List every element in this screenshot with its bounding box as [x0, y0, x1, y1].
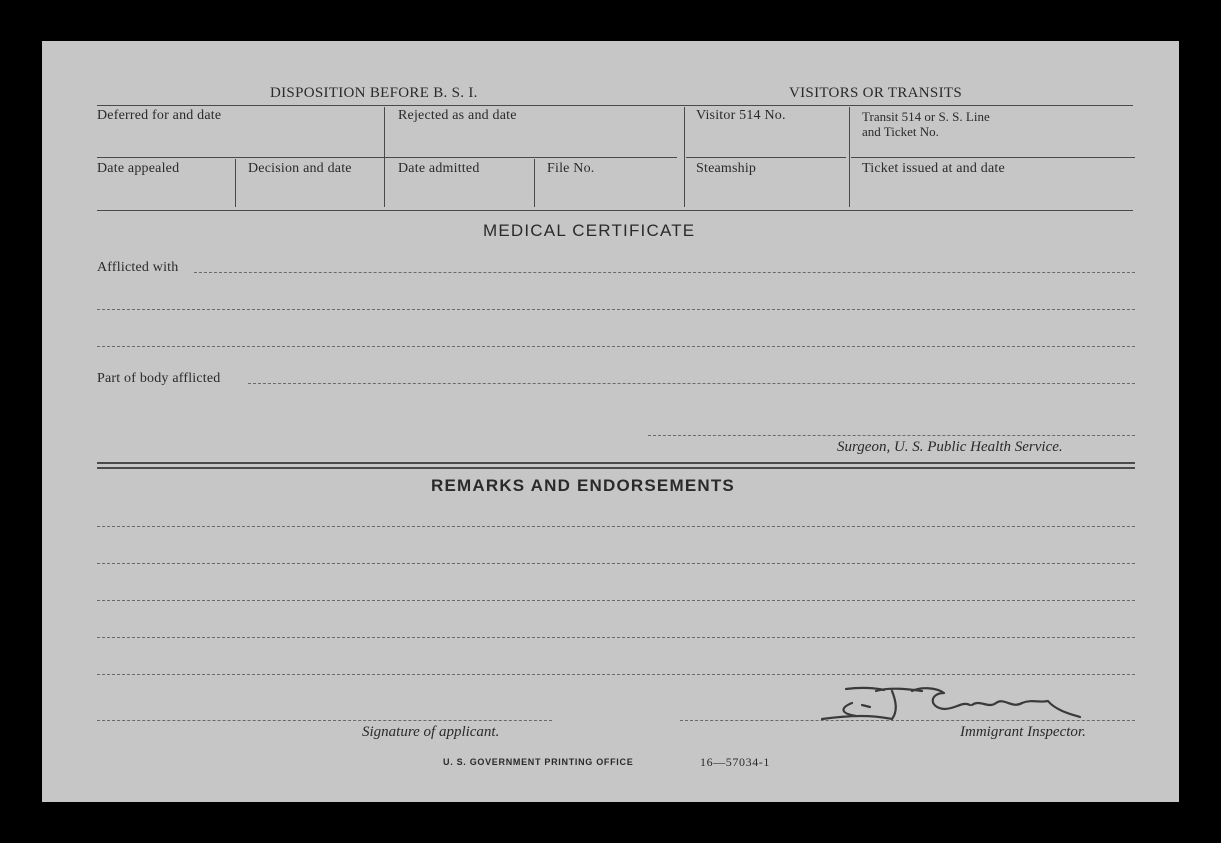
remarks-line-3 [97, 600, 1135, 601]
printer-label: U. S. GOVERNMENT PRINTING OFFICE [443, 757, 634, 767]
surgeon-signature-line [648, 435, 1135, 436]
divider-4 [235, 159, 236, 207]
divider-5 [534, 159, 535, 207]
disposition-heading: DISPOSITION BEFORE B. S. I. [270, 85, 478, 101]
steamship-label: Steamship [696, 161, 757, 176]
inspector-label: Immigrant Inspector. [960, 724, 1086, 740]
form-number: 16—57034-1 [700, 755, 770, 769]
mid-rule-left [97, 157, 677, 158]
visitor-no-label: Visitor 514 No. [696, 108, 786, 123]
afflicted-line [194, 272, 1135, 273]
date-appealed-label: Date appealed [97, 161, 180, 176]
mid-rule-transit [851, 157, 1135, 158]
surgeon-label: Surgeon, U. S. Public Health Service. [837, 439, 1063, 455]
decision-label: Decision and date [248, 161, 352, 176]
date-admitted-label: Date admitted [398, 161, 480, 176]
double-rule-bottom [97, 467, 1135, 469]
inspector-signature-line [680, 720, 1135, 721]
transit-label [862, 109, 990, 139]
part-of-body-line [248, 383, 1135, 384]
divider-2 [684, 107, 685, 207]
double-rule-top [97, 462, 1135, 464]
top-rule [97, 105, 1133, 106]
remarks-line-1 [97, 526, 1135, 527]
part-of-body-label: Part of body afflicted [97, 371, 221, 386]
divider-1 [384, 107, 385, 207]
rejected-label: Rejected as and date [398, 108, 517, 123]
divider-3 [849, 107, 850, 207]
afflicted-label: Afflicted with [97, 260, 179, 275]
medical-heading: MEDICAL CERTIFICATE [483, 221, 696, 240]
transit-label-line2: and Ticket No. [862, 124, 939, 139]
signature-applicant-label: Signature of applicant. [362, 724, 500, 740]
bottom-rule-top-grid [97, 210, 1133, 211]
inspection-card [42, 41, 1179, 802]
transit-label-line1: Transit 514 or S. S. Line [862, 109, 990, 124]
remarks-line-5 [97, 674, 1135, 675]
medical-line-2 [97, 309, 1135, 310]
medical-line-3 [97, 346, 1135, 347]
remarks-line-2 [97, 563, 1135, 564]
ticket-label: Ticket issued at and date [862, 161, 1005, 176]
mid-rule-visitor [686, 157, 846, 158]
remarks-heading: REMARKS AND ENDORSEMENTS [431, 476, 735, 495]
file-no-label: File No. [547, 161, 595, 176]
applicant-signature-line [97, 720, 552, 721]
visitors-heading: VISITORS OR TRANSITS [789, 85, 962, 101]
remarks-line-4 [97, 637, 1135, 638]
deferred-label: Deferred for and date [97, 108, 222, 123]
